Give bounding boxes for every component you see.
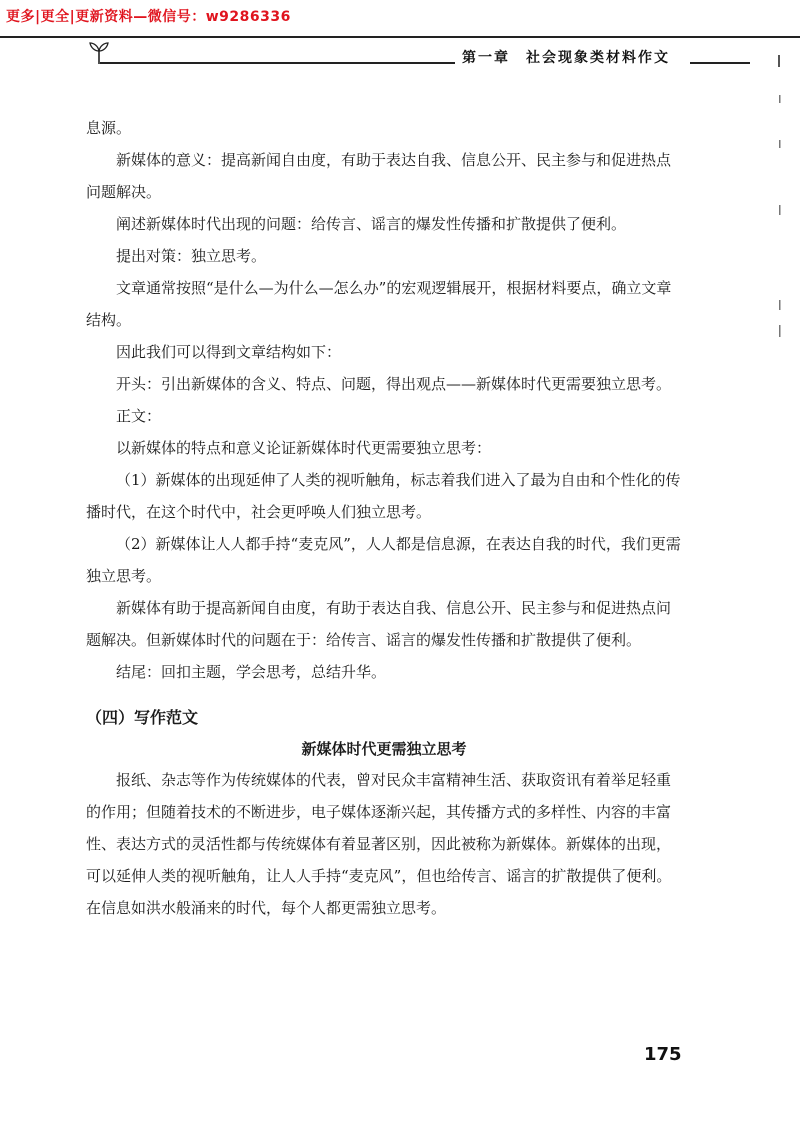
header-rule-left	[100, 62, 455, 64]
paragraph: 息源。	[86, 119, 132, 137]
margin-scan-marks	[776, 55, 786, 345]
paragraph: 正文：	[116, 407, 162, 425]
paragraph: 阐述新媒体时代出现的问题：给传言、谣言的爆发性传播和扩散提供了便利。	[116, 215, 627, 233]
page-body	[86, 112, 682, 924]
watermark-text: 更多|更全|更新资料—微信号：w9286336	[6, 9, 291, 25]
paragraph: （1）新媒体的出现延伸了人类的视听触角，标志着我们进入了最为自由和个性化的传播时代，在这个时代中，社会更呼唤人们独立思考。	[86, 471, 681, 521]
paragraph: （2）新媒体让人人都手持“麦克风”，人人都是信息源，在表达自我的时代，我们更需独立思考。	[86, 535, 681, 585]
paragraph: 新媒体的意义：提高新闻自由度，有助于表达自我、信息公开、民主参与和促进热点问题解决。	[86, 151, 672, 201]
paragraph: 文章通常按照“是什么—为什么—怎么办”的宏观逻辑展开，根据材料要点，确立文章结构。	[86, 279, 672, 329]
page-number: 175	[644, 1044, 682, 1065]
section-heading: （四）写作范文	[86, 708, 199, 727]
essay-paragraph: 报纸、杂志等作为传统媒体的代表，曾对民众丰富精神生活、获取资讯有着举足轻重的作用；但随着技术的不断进步，电子媒体逐渐兴起，其传播方式的多样性、内容的丰富性、表达方式的灵活性都与传统媒体有着显著区别，因此被称为新媒体。新媒体的出现，可以延伸人类的视听触角，让人人手持“麦克风”，但也给传言、谣言的扩散提供了便利。在信息如洪水般涌来的时代，每个人都更需独立思考。	[86, 771, 672, 917]
header-rule-top	[0, 36, 800, 38]
chapter-title: 第一章 社会现象类材料作文	[462, 50, 670, 66]
paragraph: 开头：引出新媒体的含义、特点、问题，得出观点——新媒体时代更需要独立思考。	[116, 375, 672, 393]
paragraph: 因此我们可以得到文章结构如下：	[116, 343, 342, 361]
paragraph: 新媒体有助于提高新闻自由度，有助于表达自我、信息公开、民主参与和促进热点问题解决。但新媒体时代的问题在于：给传言、谣言的爆发性传播和扩散提供了便利。	[86, 599, 672, 649]
essay-title: 新媒体时代更需独立思考	[301, 740, 467, 758]
header-rule-right	[690, 62, 750, 64]
paragraph: 结尾：回扣主题，学会思考，总结升华。	[116, 663, 387, 681]
paragraph: 提出对策：独立思考。	[116, 247, 267, 265]
sprout-icon	[88, 40, 110, 64]
paragraph: 以新媒体的特点和意义论证新媒体时代更需要独立思考：	[116, 439, 492, 457]
